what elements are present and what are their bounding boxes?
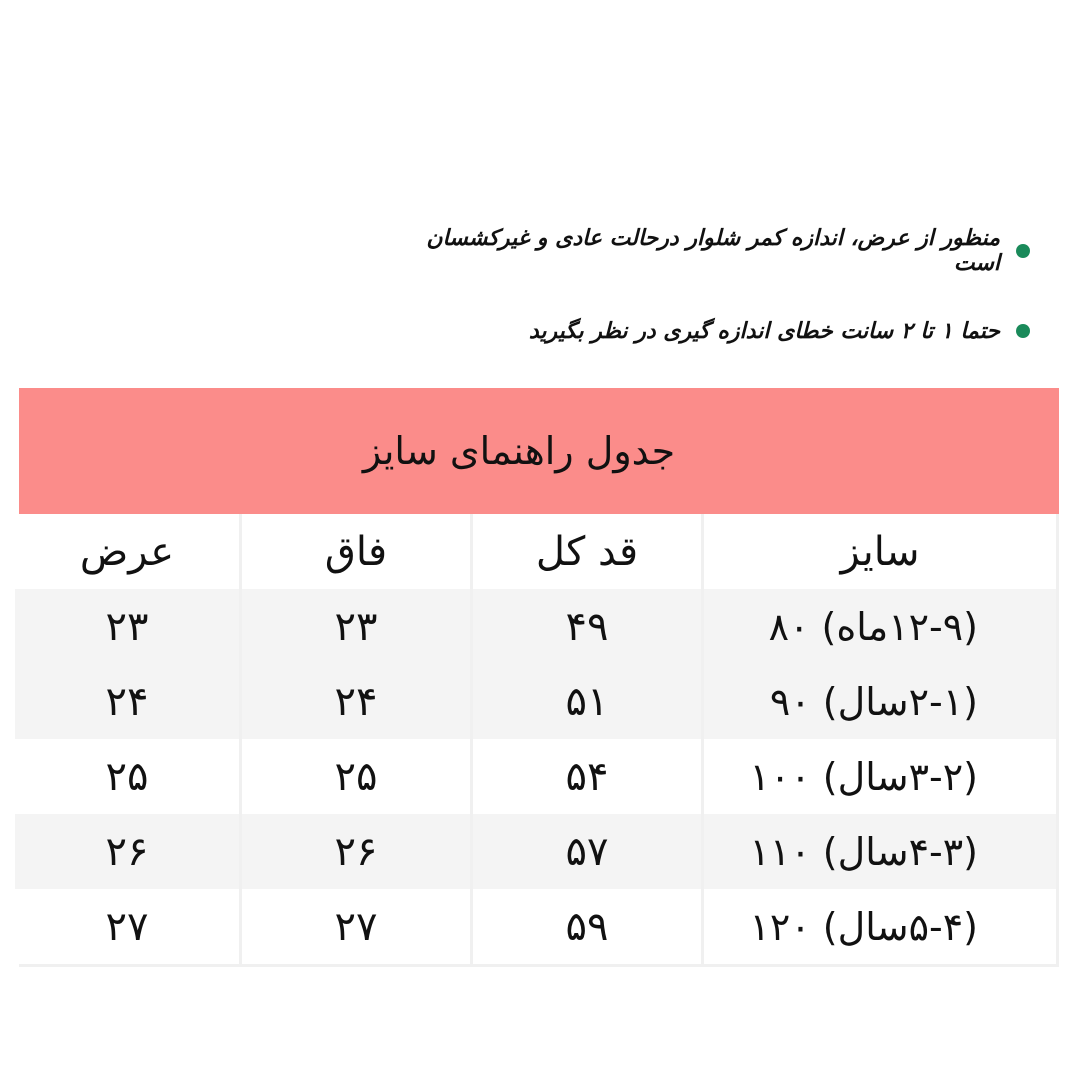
cell-width: ۲۳ — [15, 589, 239, 664]
note-item — [410, 305, 1030, 357]
cell-hem: ۲۷ — [242, 889, 470, 964]
cell-hem: ۲۶ — [242, 814, 470, 889]
size-guide-table — [19, 388, 1059, 967]
table-title-bar — [19, 388, 1059, 514]
cell-width: ۲۷ — [15, 889, 239, 964]
note-text: حتما ۱ تا ۲ سانت خطای اندازه گیری در نظر بگیرید — [528, 318, 1000, 344]
note-text: منظور از عرض، اندازه کمر شلوار درحالت عادی و غیرکشسان است — [426, 226, 1000, 276]
cell-hem: ۲۴ — [242, 664, 470, 739]
bullet-dot-icon — [1016, 244, 1030, 258]
cell-size: (۱۲-۹ماه) ۸۰ — [704, 589, 1056, 664]
table-title: جدول راهنمای سایز — [362, 429, 676, 473]
header-width: عرض — [15, 514, 239, 589]
cell-hem: ۲۳ — [242, 589, 470, 664]
cell-hem: ۲۵ — [242, 739, 470, 814]
cell-length: ۵۹ — [473, 889, 701, 964]
cell-length: ۵۱ — [473, 664, 701, 739]
bullet-dot-icon — [1016, 324, 1030, 338]
cell-size: (۵-۴سال) ۱۲۰ — [704, 889, 1056, 964]
cell-size: (۴-۳سال) ۱۱۰ — [704, 814, 1056, 889]
header-hem: فاق — [242, 514, 470, 589]
cell-size: (۲-۱سال) ۹۰ — [704, 664, 1056, 739]
cell-length: ۵۷ — [473, 814, 701, 889]
notes-list — [410, 225, 1030, 385]
header-length: قد کل — [473, 514, 701, 589]
size-grid — [19, 514, 1059, 967]
cell-size: (۳-۲سال) ۱۰۰ — [704, 739, 1056, 814]
cell-length: ۴۹ — [473, 589, 701, 664]
header-size: سایز — [704, 514, 1056, 589]
cell-width: ۲۵ — [15, 739, 239, 814]
cell-length: ۵۴ — [473, 739, 701, 814]
note-item — [410, 225, 1030, 277]
cell-width: ۲۴ — [15, 664, 239, 739]
cell-width: ۲۶ — [15, 814, 239, 889]
